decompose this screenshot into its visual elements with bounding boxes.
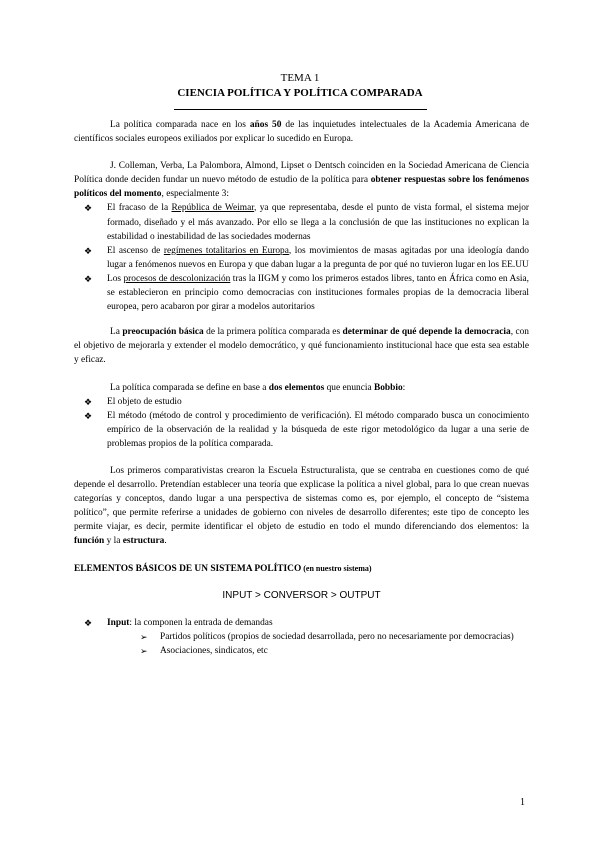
text: Los primeros comparativistas crearon la Escuela Estructuralista, que se centraba en cuestiones como de qué depende el desarrollo. Pretendían establecer una teoría que explicase la política a nivel global, para lo que crean nuevas categorías y conceptos, dando lugar a una perspectiva de sistemas como es, por ejemplo, el concepto de “sistema político”, que permite referirse a unidades de gobierno con niveles de desarrollo diferentes; este tipo de concepto les permite viajar, es decir, permite identificar el objeto de estudio en todo el mundo diferenciando dos elementos: la — [74, 465, 529, 533]
bold-text: años 50 — [249, 120, 282, 130]
underlined-text: procesos de descolonización — [123, 273, 231, 284]
bold-text: preocupación básica — [122, 327, 204, 338]
text: El método (método de control y procedimiento de verificación). El método comparado busca un conocimiento empírico de la observación de la realidad y la búsqueda de este rigor metodológico da lugar a una serie de problemas propios de la política comparada. — [107, 410, 529, 449]
heading-text: ELEMENTOS BÁSICOS DE UN SISTEMA POLÍTICO — [74, 563, 302, 574]
text: , los movimientos de masas agitadas por una ideología dando lugar a fenómenos nuevos en Europa y que daban lugar a la pregunta de por qué no tuvieron lugar en los EE.UU — [107, 245, 529, 270]
text: que enuncia — [324, 382, 374, 393]
bold-text: Input — [107, 617, 130, 628]
list-item — [74, 409, 529, 451]
text: Asociaciones, sindicatos, etc — [160, 645, 268, 656]
document-title: CIENCIA POLÍTICA Y POLÍTICA COMPARADA — [177, 87, 423, 99]
input-sublist — [74, 630, 529, 658]
text: J. Colleman, Verba, La Palombora, Almond, Lipset o Dentsch coinciden en la Sociedad Americana de Ciencia Política donde deciden fundar un nuevo método de estudio de la política para — [74, 161, 529, 186]
diamond-bullet-icon: ❖ — [84, 273, 93, 284]
elements-list — [74, 395, 529, 451]
text: La — [110, 327, 123, 338]
paragraph-elements — [74, 381, 529, 395]
text: , con el objetivo de mejorarla y extender el modelo democrático, y qué funcionamiento institucional hace que esta sea estable y eficaz. — [74, 327, 529, 366]
bold-text: dos elementos — [268, 382, 325, 393]
input-list — [74, 616, 529, 630]
bold-text: obtener respuestas sobre los fenómenos políticos del momento — [74, 175, 529, 200]
phenomena-list — [74, 201, 529, 314]
topic-label: TEMA 1 — [280, 72, 320, 84]
text: : la componen la entrada de demandas — [129, 617, 273, 628]
title-divider — [174, 109, 427, 110]
text: , especialmente 3: — [161, 189, 229, 200]
text: , ya que representaba, desde el punto de vista formal, el sistema mejor formado, diseñado y el más avanzado. Por ello se llega a la conclusión de que las instituciones no explican la estabilidad o inestabilidad de las sociedades modernas — [107, 203, 530, 242]
underlined-text: regímenes totalitarios en Europa — [163, 245, 289, 256]
underlined-text: República de Weimar — [171, 203, 254, 214]
page-number: 1 — [520, 797, 525, 808]
heading-subtext: (en nuestro sistema) — [301, 563, 372, 573]
list-item — [74, 272, 529, 314]
paragraph-concern — [74, 325, 529, 367]
section-heading — [74, 562, 529, 576]
diamond-bullet-icon: ❖ — [84, 245, 93, 256]
flow-diagram-text: INPUT > CONVERSOR > OUTPUT — [222, 589, 381, 601]
text: La política comparada se define en base a — [110, 382, 269, 393]
text: de la primera política comparada es — [203, 327, 343, 338]
paragraph-founders — [74, 159, 529, 201]
diamond-bullet-icon: ❖ — [84, 617, 93, 628]
arrow-bullet-icon: ➢ — [140, 631, 148, 642]
text: : — [402, 382, 406, 393]
list-item — [74, 630, 529, 644]
bold-text: función — [74, 536, 105, 547]
bold-text: Bobbio — [373, 382, 403, 393]
list-item — [74, 244, 529, 272]
list-item — [74, 616, 529, 630]
arrow-bullet-icon: ➢ — [140, 645, 148, 656]
text: y la — [104, 536, 123, 547]
text: de las inquietudes intelectuales de la Academia Americana de científicos sociales europeos exiliados por explicar lo sucedido en Europa. — [74, 120, 529, 145]
paragraph-structuralism — [74, 464, 529, 549]
text: El ascenso de — [107, 245, 164, 256]
text: Partidos políticos (propios de sociedad desarrollada, pero no necesariamente por democracias) — [160, 631, 514, 642]
text: . — [164, 536, 167, 547]
paragraph-origins — [74, 118, 529, 146]
bold-text: estructura — [122, 536, 165, 547]
diamond-bullet-icon: ❖ — [84, 396, 93, 407]
text: El objeto de estudio — [107, 396, 182, 407]
diamond-bullet-icon: ❖ — [84, 203, 93, 214]
diamond-bullet-icon: ❖ — [84, 410, 93, 421]
text: El fracaso de la — [107, 203, 172, 214]
text: La política comparada nace en los — [110, 120, 250, 130]
list-item — [74, 644, 529, 658]
text: tras la IIGM y como los primeros estados libres, tanto en África como en Asia, se establecieron en principio como democracias con instituciones formales propias de la democracia liberal europea, pero acabaron por girar a modelos autoritarios — [107, 273, 529, 313]
list-item — [74, 395, 529, 409]
text: Los — [107, 273, 124, 284]
document-body — [74, 118, 529, 658]
list-item — [74, 201, 529, 243]
bold-text: determinar de qué depende la democracia — [342, 327, 511, 338]
